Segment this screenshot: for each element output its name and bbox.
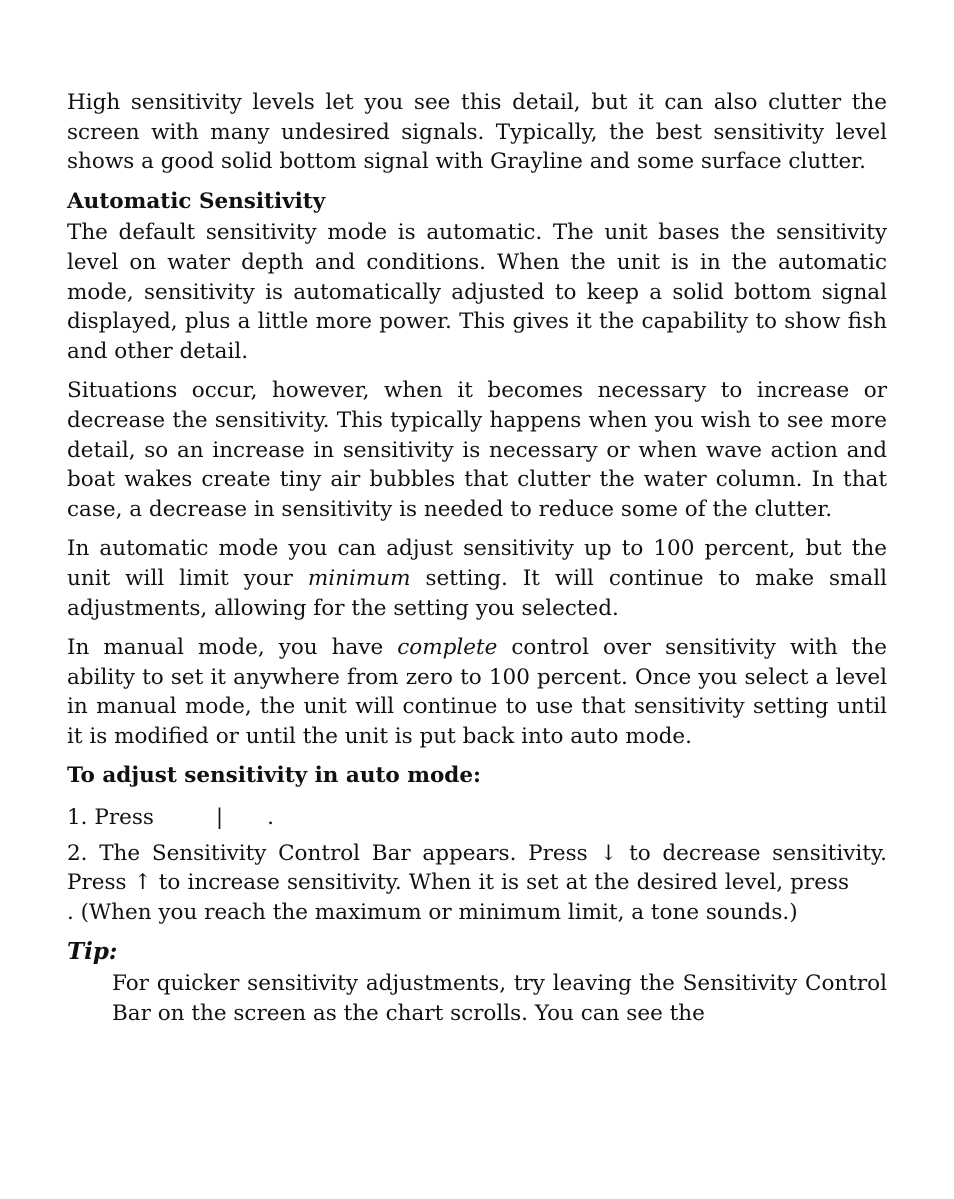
manual-mode-text-b: control over sensitivity with the ability to set it anywhere from zero to 100 percent. Once you select a level in manual mode, the unit will continue to use that sensitivity setting until it is modified or until the unit is put back into auto mode.: [67, 635, 887, 749]
tip-body: For quicker sensitivity adjustments, try leaving the Sensitivity Control Bar on the screen as the chart scrolls. You can see the: [112, 971, 887, 1026]
automatic-mode-text-a: In automatic mode you can adjust sensitivity up to 100 percent, but the unit will limit your: [67, 536, 887, 591]
step-2: [67, 839, 887, 928]
step-1-prefix: 1. Press: [67, 805, 154, 831]
complete-emphasis: complete: [397, 635, 498, 661]
automatic-mode-text-b: setting. It will continue to make small adjustments, allowing for the setting you selected.: [67, 565, 887, 621]
intro-paragraph: High sensitivity levels let you see this detail, but it can also clutter the screen with many undesired signals. Typically, the best sensitivity level shows a good solid bottom signal with Grayline and some surface clutter.: [67, 90, 887, 175]
step-1: [67, 803, 887, 833]
manual-mode-paragraph: [67, 633, 887, 751]
procedure-heading: To adjust sensitivity in auto mode:: [67, 763, 481, 789]
step-2-text-b: . (When you reach the maximum or minimum limit, a tone sounds.): [67, 899, 798, 925]
situations-paragraph: Situations occur, however, when it becomes necessary to increase or decrease the sensitivity. This typically happens when you wish to see more detail, so an increase in sensitivity is necessary or when wave action and boat wakes create tiny air bubbles that clutter the water column. In that case, a decrease in sensitivity is needed to reduce some of the clutter.: [67, 378, 887, 522]
automatic-sensitivity-paragraph: The default sensitivity mode is automatic. The unit bases the sensitivity level on water depth and conditions. When the unit is in the automatic mode, sensitivity is automatically adjusted to keep a solid bottom signal displayed, plus a little more power. This gives it the capability to show fish and other detail.: [67, 220, 887, 364]
step-1-end: .: [267, 805, 274, 831]
automatic-sensitivity-heading: Automatic Sensitivity: [67, 188, 326, 214]
tip-title: Tip:: [67, 938, 118, 966]
manual-mode-text-a: In manual mode, you have: [67, 635, 398, 661]
manual-page: [67, 88, 887, 1038]
minimum-emphasis: minimum: [307, 565, 411, 591]
step-2-text-a: 2. The Sensitivity Control Bar appears. Press ↓ to decrease sensitivity. Press ↑ to increase sensitivity. When it is set at the desired level, press: [67, 840, 887, 896]
step-1-separator: |: [215, 805, 224, 831]
automatic-mode-paragraph: [67, 534, 887, 623]
